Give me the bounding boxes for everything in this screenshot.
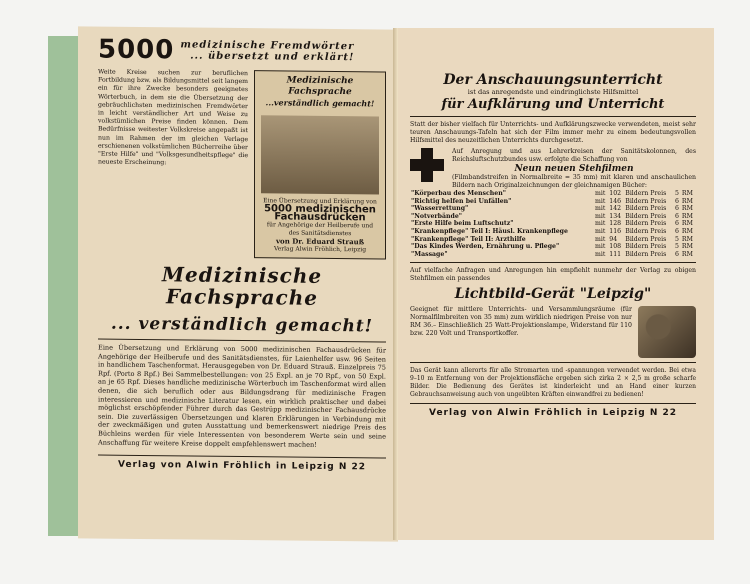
film-currency: RM [681, 205, 693, 213]
film-title: "Erste Hilfe beim Luftschutz" [411, 220, 514, 228]
films-intro: (Filmbandstreifen in Normalbreite = 35 mm) mit klaren und anschaulichen Bildern nach Originalzeichnungen der gleichnamigen Bücher: [452, 174, 696, 189]
film-count: 146 [609, 197, 622, 205]
divider [98, 455, 386, 459]
film-title: "Krankenpflege" Teil I: Häusl. Krankenpflege [411, 227, 568, 235]
film-unit: Bildern Preis [625, 205, 667, 213]
right-subheading: ist das anregendste und eindringlichste Hilfsmittel [467, 88, 639, 96]
film-price: 6 [675, 205, 679, 213]
film-unit: Bildern Preis [625, 197, 667, 205]
table-row: "Richtig helfen bei Unfällen" mit 146 Bildern Preis 6 RM [410, 198, 696, 206]
film-list [410, 190, 696, 258]
headline [98, 35, 386, 68]
right-heading-2: für Aufklärung und Unterricht [441, 97, 665, 112]
ad-title-2: ...verständlich gemacht! [265, 97, 375, 109]
projector-image [638, 306, 696, 358]
film-count: 111 [609, 250, 622, 258]
film-price: 6 [675, 197, 679, 205]
film-currency: RM [681, 190, 693, 197]
ad-caption-publisher: Verlag Alwin Fröhlich, Leipzig [273, 245, 367, 254]
film-count: 108 [609, 243, 622, 251]
banner-title-1: Medizinische Fachsprache [161, 262, 323, 310]
divider [410, 362, 696, 363]
film-title: "Körperbau des Menschen" [411, 190, 506, 197]
film-currency: RM [681, 243, 693, 251]
table-row: "Krankenpflege" Teil II: Arzthilfe mit 94 Bildern Preis 5 RM [410, 236, 696, 244]
table-row: "Wasserrettung" mit 142 Bildern Preis 6 RM [410, 205, 696, 213]
film-count: 116 [609, 227, 622, 235]
right-intro-2: Auf Anregung und aus Lehrerkreisen der Sanitätskolonnen, des Reichsluftschutzbundes usw. erfolgte die Schaffung von [452, 148, 696, 163]
film-title: "Massage" [411, 250, 448, 258]
film-count: 94 [609, 235, 618, 243]
film-currency: RM [681, 235, 693, 243]
film-title: "Wasserrettung" [411, 205, 469, 213]
ad-caption-1: Eine Übersetzung und Erklärung von [263, 197, 377, 206]
film-price: 6 [675, 227, 679, 235]
ad-title-1: Medizinische Fachsprache [286, 75, 354, 98]
film-count: 102 [609, 190, 622, 197]
film-unit: Bildern Preis [625, 227, 667, 235]
device-text-2: Das Gerät kann allerorts für alle Stromarten und -spannungen verwendet werden. Bei etwa 9–10 m Entfernung von der Projektionsfläche ergeben sich zirka 2 × 2,5 m große scharfe Bilder. Die Bedienung des Gerätes ist kinderleicht und an Hand einer kurzen Gebrauchsanweisung auch von ungeübten Kräften einwandfrei zu bedienen! [410, 367, 696, 398]
film-unit: Bildern Preis [625, 220, 667, 228]
table-row: "Das Kindes Werden, Ernährung u. Pflege" mit 108 Bildern Preis 5 RM [410, 243, 696, 251]
film-unit: Bildern Preis [625, 235, 667, 243]
films-title: Neun neuen Stehfilmen [514, 164, 634, 174]
film-price: 5 [675, 243, 679, 251]
film-currency: RM [681, 250, 693, 258]
divider [410, 403, 696, 404]
film-title: "Das Kindes Werden, Ernährung u. Pflege" [411, 243, 560, 251]
film-currency: RM [681, 227, 693, 235]
film-price: 6 [675, 220, 679, 228]
film-unit: Bildern Preis [625, 243, 667, 251]
film-title: "Krankenpflege" Teil II: Arzthilfe [411, 235, 526, 243]
right-heading-1: Der Anschauungsunterricht [443, 72, 663, 88]
device-text: Geeignet für mittlere Unterrichts- und Versammlungsräume (für Normalfilmbreiten von 35 mm) zum wirklich niedrigen Preise von nur RM 36.– Einschließlich 25 Watt-Projektionslampe, Widerstand für 110 bzw. 220 Volt und Transportkoffer. [410, 306, 632, 338]
table-row: "Massage" mit 111 Bildern Preis 6 RM [410, 251, 696, 259]
divider [410, 116, 696, 117]
table-row: "Krankenpflege" Teil I: Häusl. Krankenpflege mit 116 Bildern Preis 6 RM [410, 228, 696, 236]
headline-text-1: medizinische Fremdwörter [180, 39, 355, 53]
film-title: "Notverbände" [411, 212, 462, 220]
film-unit: Bildern Preis [625, 250, 667, 258]
body-text: Eine Übersetzung und Erklärung von 5000 medizinischen Fachausdrücken für Angehörige der Heilberufe und des Sanitätsdienstes, für Laienhelfer usw. 96 Seiten in handlichem Taschenformat. Herausgegeben von Dr. Eduard Strauß. Einzelpreis 75 Rpf. (Porto 8 Rpf.) Bei Sammelbestellungen: von 25 Expl. an je 70 Rpf., von 50 Expl. an je 65 Rpf. Dieses handliche medizinische Wörterbuch im Taschenformat wird allen denen, die sich beruflich oder aus Bildungsdrang für medizinische Fragen interessieren und medizinische Literatur lesen, ein wirklich praktischer und dabei möglichst erschöpfender Führer durch das Gestrüpp medizinischer Fachausdrücke sein. Die zuverlässigen Übersetzungen und klaren Erklärungen in Verbindung mit der zweckmäßigen und guten Ausstattung und bemerkenswert niedrige Preis des Büchleins werden für viele Interessenten von besonderem Werte sein und seine Anschaffung für weitere Kreise doppelt empfehlenswert machen! [98, 343, 386, 449]
intro-text: Weite Kreise suchen zur beruflichen Fortbildung bzw. als Bildungsmittel seit langem ein für ihre Zwecke besonders geeignetes Wörterbuch, in dem sie die Übersetzung der gebräuchlichsten medizinischen Fremdwörter in leicht verständlicher Art und Weise zu volkstümlichen Preise finden können. Dem Bedürfnisse weitester Volkskreise angepaßt ist nun im Rahmen der im gleichen Verlage erschienenen volkstümlichen Bücherreihe über "Erste Hilfe" und "Volksgesundheitspflege" die neueste Erscheinung: [98, 68, 248, 167]
film-currency: RM [681, 220, 693, 228]
film-title: "Richtig helfen bei Unfällen" [411, 197, 512, 205]
divider [410, 262, 696, 263]
film-count: 128 [609, 220, 622, 228]
table-row: "Erste Hilfe beim Luftschutz" mit 128 Bildern Preis 6 RM [410, 220, 696, 228]
films-note: Auf vielfache Anfragen und Anregungen hin empfiehlt nunmehr der Verlag zu obigen Stehfilmen ein passendes [410, 267, 696, 283]
table-row: "Notverbände" mit 134 Bildern Preis 6 RM [410, 213, 696, 221]
right-footer: Verlag von Alwin Fröhlich in Leipzig N 22 [428, 407, 678, 418]
film-price: 5 [675, 235, 679, 243]
right-page [398, 28, 714, 540]
book-advertisement [254, 70, 386, 259]
illustration-image [261, 115, 379, 194]
left-footer: Verlag von Alwin Fröhlich in Leipzig N 22 [117, 459, 367, 473]
left-page [78, 26, 398, 541]
divider [98, 339, 386, 343]
red-cross-icon [410, 148, 444, 182]
device-title: Lichtbild-Gerät "Leipzig" [454, 286, 652, 303]
film-currency: RM [681, 197, 693, 205]
film-count: 142 [609, 205, 622, 213]
film-currency: RM [681, 212, 693, 220]
film-price: 6 [675, 212, 679, 220]
film-price: 5 [675, 190, 679, 197]
ad-caption-number: 5000 medizinischen Fachausdrücken [264, 203, 376, 224]
film-price: 6 [675, 250, 679, 258]
headline-text-2: ... übersetzt und erklärt! [190, 50, 355, 64]
film-count: 134 [609, 212, 622, 220]
ad-caption-2: für Angehörige der Heilberufe und des Sanitätsdienstes [266, 221, 374, 238]
film-unit: Bildern Preis [625, 212, 667, 220]
table-row: "Körperbau des Menschen" mit 102 Bildern Preis 5 RM [410, 190, 696, 198]
headline-number: 5000 [98, 34, 175, 66]
film-unit: Bildern Preis [625, 190, 667, 197]
ad-caption-author: von Dr. Eduard Strauß [275, 236, 365, 247]
banner-title-2: ... verständlich gemacht! [110, 313, 374, 337]
right-intro: Statt der bisher vielfach für Unterrichts- und Aufklärungszwecke verwendeten, meist sehr teuren Anschauungs-Tafeln hat sich der Film immer mehr zu einem bedeutungsvollen Hilfsmittel des neuzeitlichen Unterrichts durchgesetzt. [410, 121, 696, 144]
